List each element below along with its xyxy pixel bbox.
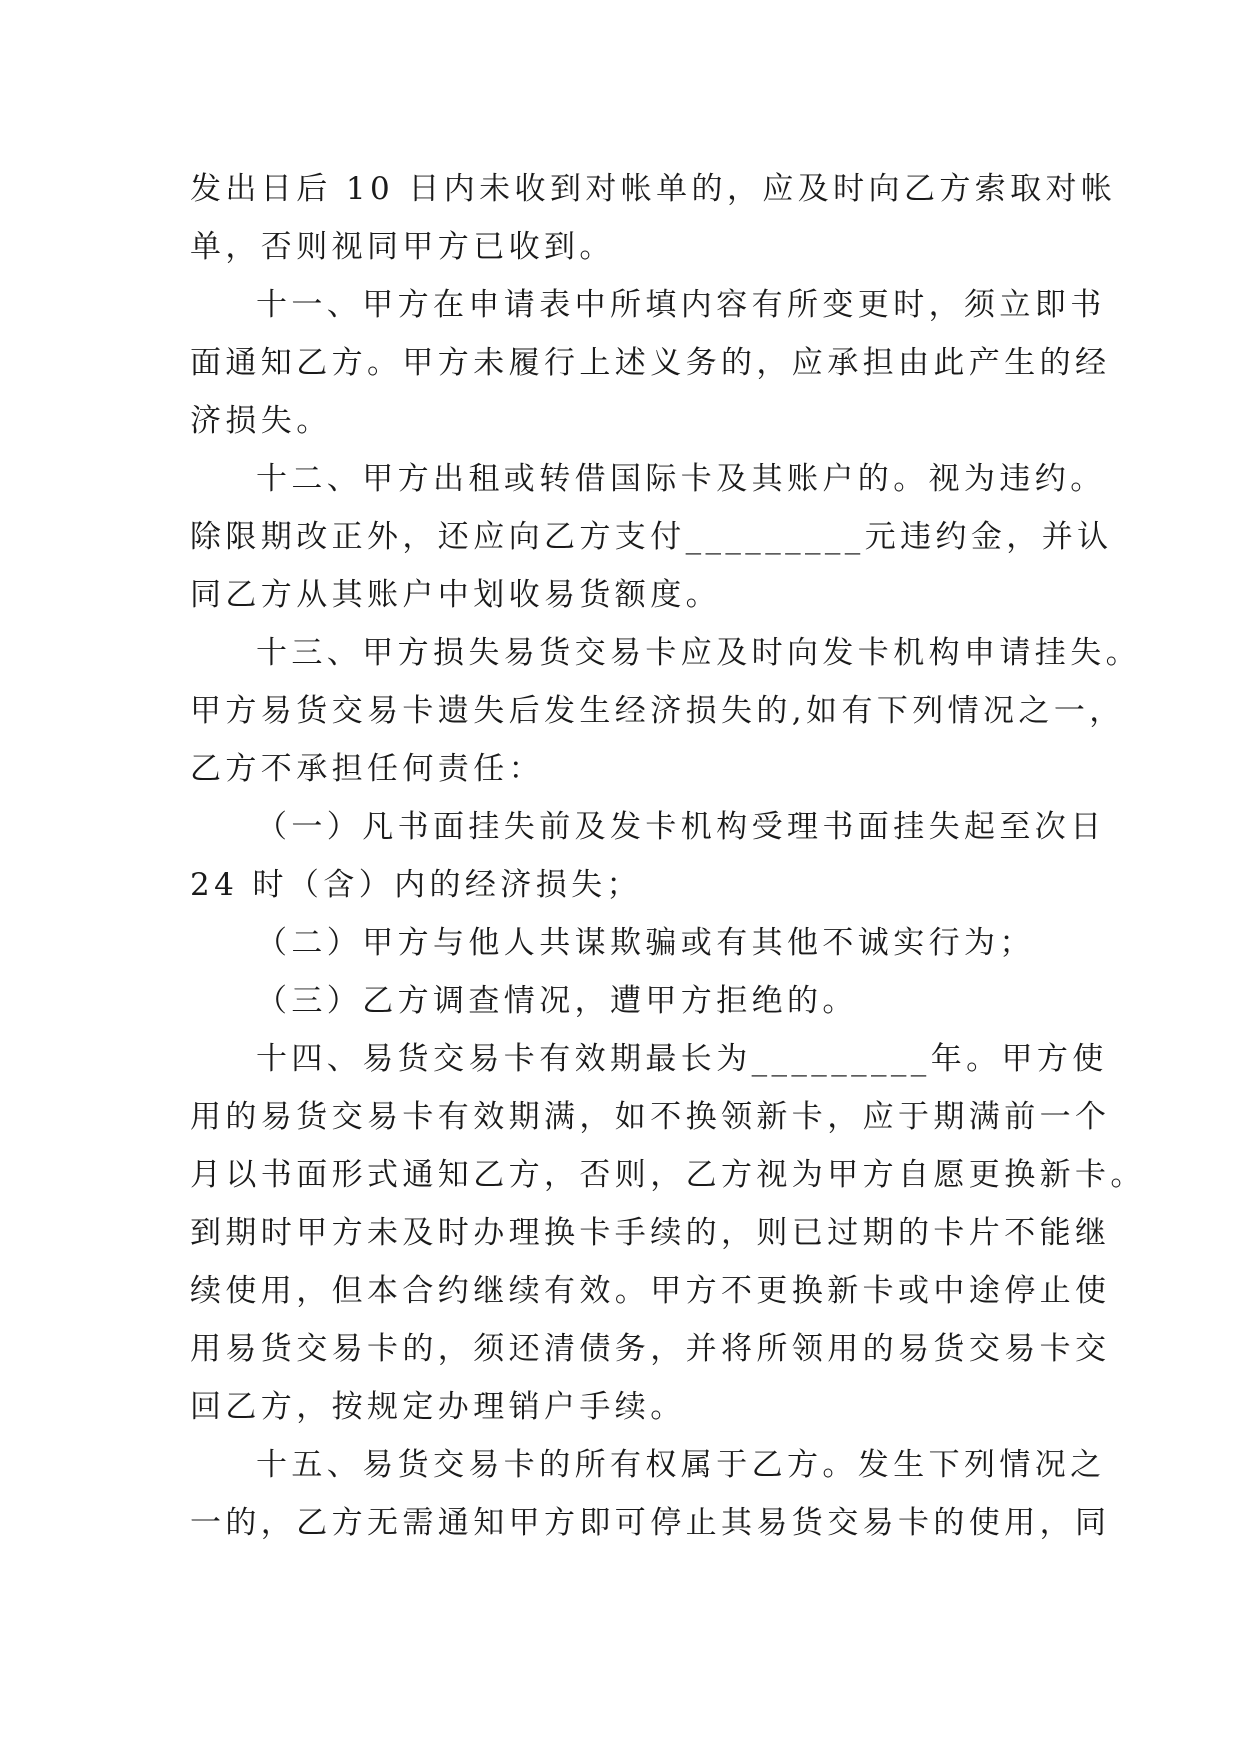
item-3-line: （三）乙方调查情况，遭甲方拒绝的。 [256, 983, 858, 1019]
text-line: 同乙方从其账户中划收易货额度。 [190, 577, 721, 613]
text-line: 甲方易货交易卡遗失后发生经济损失的,如有下列情况之一， [190, 693, 1125, 729]
clause-14-line: 十四、易货交易卡有效期最长为_________年。甲方使 [256, 1041, 1108, 1077]
item-2-line: （二）甲方与他人共谋欺骗或有其他不诚实行为； [256, 925, 1035, 961]
clause-15-line: 十五、易货交易卡的所有权属于乙方。发生下列情况之 [256, 1447, 1106, 1483]
contract-text [190, 160, 1146, 1552]
item-1-line: （一）凡书面挂失前及发卡机构受理书面挂失起至次日 [256, 809, 1106, 845]
text-line: 单，否则视同甲方已收到。 [190, 229, 615, 265]
text-line: 乙方不承担任何责任： [190, 751, 544, 787]
text-line: 用易货交易卡的，须还清债务，并将所领用的易货交易卡交 [190, 1331, 1111, 1367]
text-line: 回乙方，按规定办理销户手续。 [190, 1389, 686, 1425]
text-line: 面通知乙方。甲方未履行上述义务的，应承担由此产生的经 [190, 345, 1111, 381]
text-line: 到期时甲方未及时办理换卡手续的，则已过期的卡片不能继 [190, 1215, 1111, 1251]
text-line: 一的，乙方无需通知甲方即可停止其易货交易卡的使用，同 [190, 1505, 1111, 1541]
text-line: 济损失。 [190, 403, 332, 439]
text-line: 24 时（含）内的经济损失； [190, 867, 642, 903]
text-line: 续使用，但本合约继续有效。甲方不更换新卡或中途停止使 [190, 1273, 1111, 1309]
clause-13-line: 十三、甲方损失易货交易卡应及时向发卡机构申请挂失。 [256, 635, 1141, 671]
text-line: 发出日后 10 日内未收到对帐单的，应及时向乙方索取对帐 [190, 171, 1117, 207]
text-line: 除限期改正外，还应向乙方支付_________元违约金，并认 [190, 519, 1113, 555]
clause-12-line: 十二、甲方出租或转借国际卡及其账户的。视为违约。 [256, 461, 1106, 497]
text-line: 月以书面形式通知乙方，否则，乙方视为甲方自愿更换新卡。 [190, 1157, 1146, 1193]
clause-11-line: 十一、甲方在申请表中所填内容有所变更时，须立即书 [256, 287, 1106, 323]
text-line: 用的易货交易卡有效期满，如不换领新卡，应于期满前一个 [190, 1099, 1111, 1135]
